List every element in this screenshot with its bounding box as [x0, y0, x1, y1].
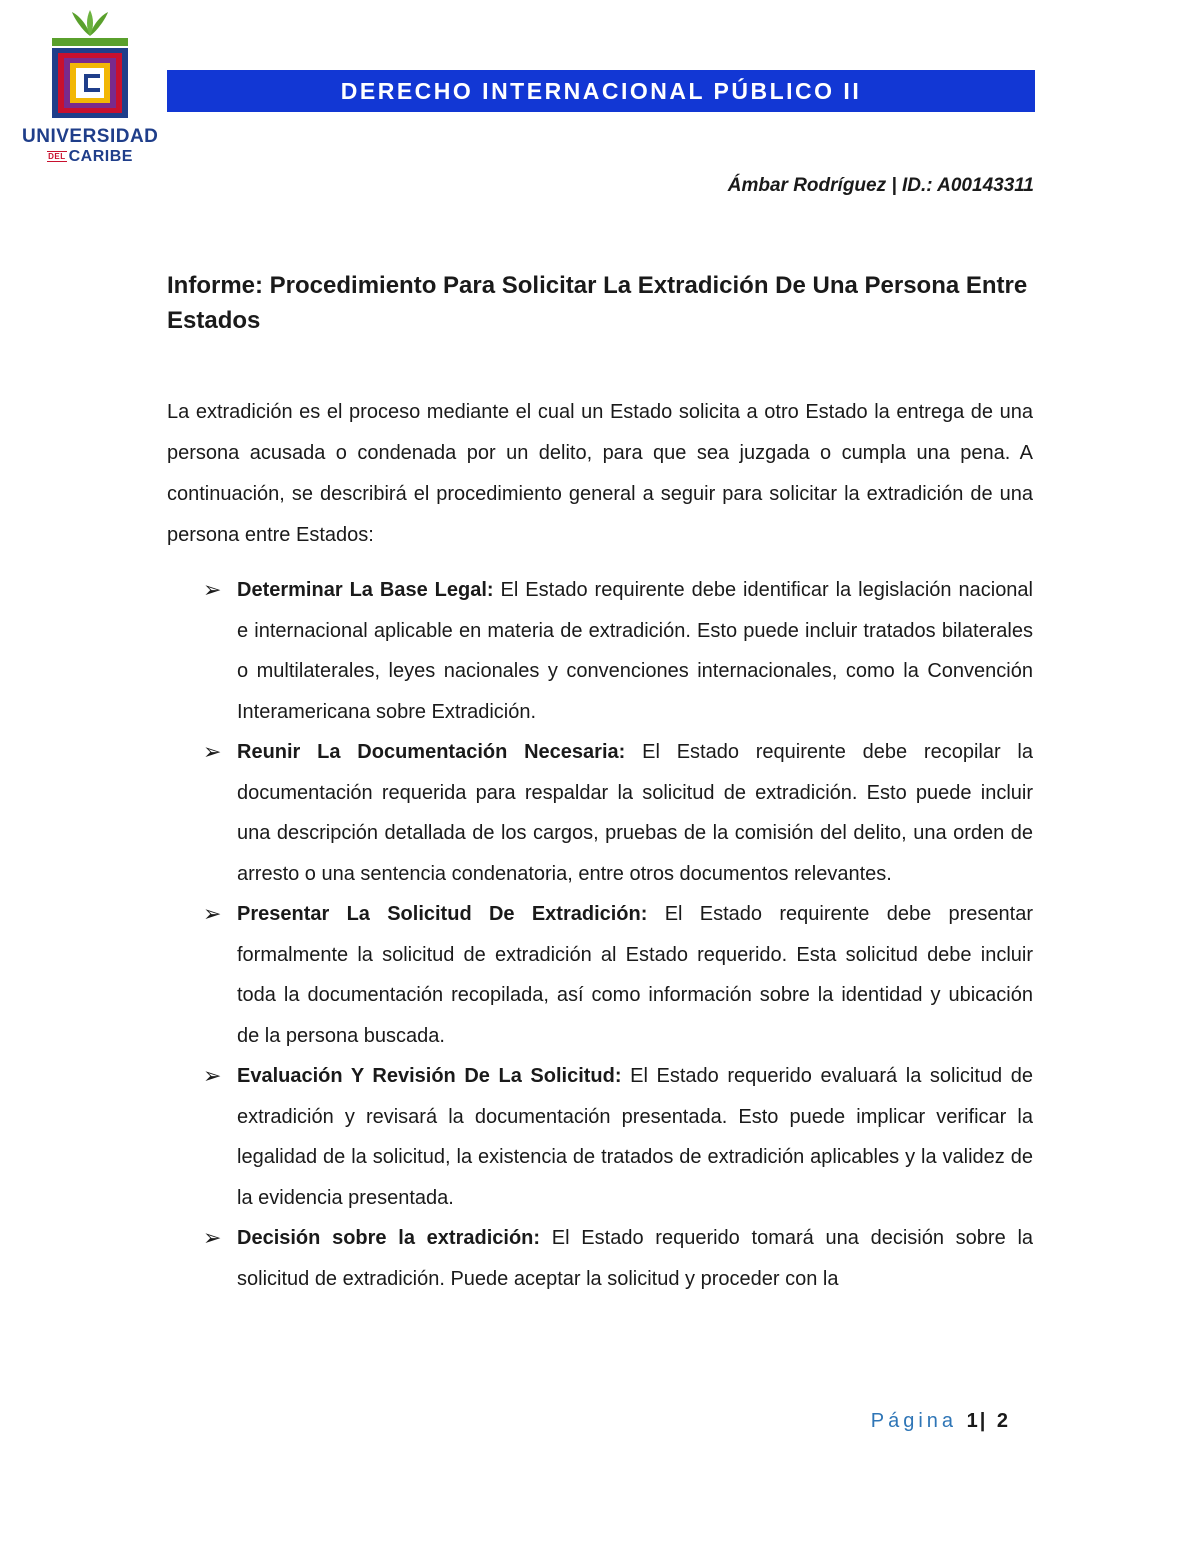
item-label: Determinar La Base Legal — [237, 579, 487, 601]
logo-line2 — [22, 148, 158, 166]
page-separator: | — [979, 1410, 988, 1432]
arrow-bullet-icon: ➢ — [203, 739, 222, 764]
page-footer — [871, 1410, 1010, 1433]
logo-line1: UNIVERSIDAD — [22, 126, 159, 147]
arrow-bullet-icon: ➢ — [203, 901, 222, 926]
item-text: El Estado requerido tomará una decisión sobre la solicitud de extradición. Puede aceptar la solicitud y proceder con la — [237, 1227, 1034, 1290]
arrow-bullet-icon: ➢ — [203, 1225, 222, 1250]
list-item: ➢ Reunir La Documentación Necesaria: El Estado requirente debe recopilar la documentación requerida para respaldar la solicitud de extradición. Esto puede incluir una descripción detallada de los cargos, pruebas de la comisión del delito, una orden de arresto o una sentencia condenatoria, entre otros documentos relevantes. — [167, 732, 1033, 894]
list-item: ➢ Presentar La Solicitud De Extradición: El Estado requirente debe presentar formalmente la solicitud de extradición al Estado requerido. Esta solicitud debe incluir toda la documentación recopilada, así como información sobre la identidad y ubicación de la persona buscada. — [167, 894, 1033, 1056]
author-line: Ámbar Rodríguez | ID.: A00143311 — [727, 175, 1034, 196]
page-word: Página — [870, 1410, 958, 1432]
page-number: 1 — [966, 1410, 980, 1432]
item-text: El Estado requerido evaluará la solicitud de extradición y revisará la documentación presentada. Esto puede implicar verificar la legalidad de la solicitud, la existencia de tratados de extradición aplicables y la validez de la evidencia presentada. — [237, 1065, 1033, 1209]
item-text: El Estado requirente debe recopilar la documentación requerida para respaldar la solicitud de extradición. Esto puede incluir una descripción detallada de los cargos, pruebas de la comisión del delito, una orden de arresto o una sentencia condenatoria, entre otros documentos relevantes. — [237, 741, 1033, 885]
list-item: ➢ Decisión sobre la extradición: El Estado requerido tomará una decisión sobre la solicitud de extradición. Puede aceptar la solicitud y proceder con la — [167, 1218, 1033, 1299]
item-text: El Estado requirente debe identificar la legislación nacional e internacional aplicable en materia de extradición. Esto puede incluir tratados bilaterales o multilaterales, leyes nacionales y convenciones internacionales, como la Convención Interamericana sobre Extradición. — [237, 579, 1034, 723]
logo-caribe-text: CARIBE — [68, 148, 133, 165]
list-item: ➢ Evaluación Y Revisión De La Solicitud: El Estado requerido evaluará la solicitud de extradición y revisará la documentación presentada. Esto puede implicar verificar la legalidad de la solicitud, la existencia de tratados de extradición aplicables y la validez de la evidencia presentada. — [167, 1056, 1033, 1218]
university-logo — [22, 6, 158, 166]
logo-emblem-icon — [22, 6, 158, 124]
arrow-bullet-icon: ➢ — [203, 577, 222, 602]
item-text: El Estado requirente debe presentar formalmente la solicitud de extradición al Estado requerido. Esta solicitud debe incluir toda la documentación recopilada, así como información sobre la identidad y ubicación de la persona buscada. — [237, 903, 1033, 1047]
item-label: Presentar La Solicitud De Extradición — [237, 903, 641, 925]
item-label: Decisión sobre la extradición — [237, 1227, 534, 1249]
page-total: 2 — [996, 1410, 1010, 1432]
steps-list — [167, 570, 1033, 1299]
course-title-banner: DERECHO INTERNACIONAL PÚBLICO II — [167, 70, 1035, 112]
item-label: Reunir La Documentación Necesaria — [237, 741, 619, 763]
item-label: Evaluación Y Revisión De La Solicitud — [237, 1065, 615, 1087]
document-title: Informe: Procedimiento Para Solicitar La Extradición De Una Persona Entre Estados — [167, 272, 1028, 334]
logo-del-text: DEL — [48, 152, 66, 162]
list-item: ➢ Determinar La Base Legal: El Estado requirente debe identificar la legislación nacional e internacional aplicable en materia de extradición. Esto puede incluir tratados bilaterales o multilaterales, leyes nacionales y convenciones internacionales, como la Convención Interamericana sobre Extradición. — [167, 570, 1033, 732]
intro-paragraph: La extradición es el proceso mediante el cual un Estado solicita a otro Estado la entrega de una persona acusada o condenada por un delito, para que sea juzgada o cumpla una pena. A continuación, se describirá el procedimiento general a seguir para solicitar la extradición de una persona entre Estados: — [167, 401, 1033, 546]
arrow-bullet-icon: ➢ — [203, 1063, 222, 1088]
